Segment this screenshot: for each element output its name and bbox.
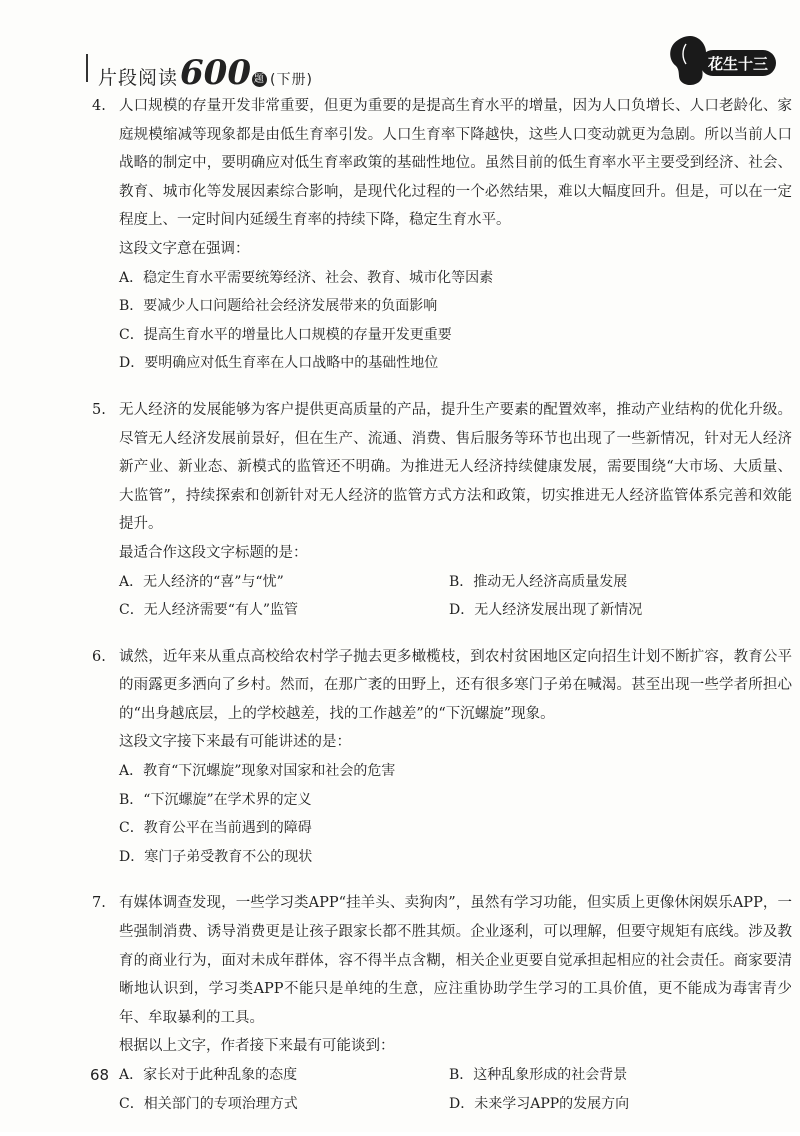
book-volume: (下册) xyxy=(270,72,313,88)
option-d[interactable]: D．寒门子弟受教育不公的现状 xyxy=(119,848,313,865)
option-list xyxy=(92,568,792,625)
page-number: 68 xyxy=(90,1066,110,1084)
question-prompt: 这段文字接下来最有可能讲述的是： xyxy=(119,734,351,751)
option-b[interactable]: B．推动无人经济高质量发展 xyxy=(449,573,628,590)
question-number: 7. xyxy=(92,895,106,912)
question-prompt: 最适合作这段文字标题的是： xyxy=(119,544,308,561)
option-b[interactable]: B．“下沉螺旋”在学术界的定义 xyxy=(119,791,312,808)
option-d[interactable]: D．未来学习APP的发展方向 xyxy=(449,1095,630,1112)
question-6 xyxy=(92,643,792,872)
question-text: 人口规模的存量开发非常重要，但更为重要的是提高生育水平的增量，因为人口负增长、人口老龄化、家庭规模缩减等现象都是由低生育率引发。人口生育率下降越快，这些人口变动就更为急剧。所以当前人口战略的制定中，要明确应对低生育率政策的基础性地位。虽然目前的低生育率水平主要受到经济、社会、教育、城市化等发展因素综合影响，是现代化过程的一个必然结果，难以大幅度回升。但是，可以在一定程度上、一定时间内延缓生育率的持续下降，稳定生育水平。 xyxy=(119,98,792,229)
option-c[interactable]: C．教育公平在当前遇到的障碍 xyxy=(119,820,312,837)
book-title-text: 片段阅读 xyxy=(98,67,179,89)
question-text: 无人经济的发展能够为客户提供更高质量的产品，提升生产要素的配置效率，推动产业结构的优化升级。尽管无人经济发展前景好，但在生产、流通、消费、售后服务等环节也出现了一些新情况，针对无人经济新产业、新业态、新模式的监管还不明确。为推进无人经济持续健康发展，需要围绕“大市场、大质量、大监管”，持续探索和创新针对无人经济的监管方式方法和政策，切实推进无人经济监管体系完善和效能提升。 xyxy=(119,401,792,533)
question-7 xyxy=(92,889,792,1118)
book-title-circled-char: 题 xyxy=(254,74,265,85)
question-prompt: 这段文字意在强调： xyxy=(119,240,250,257)
book-title xyxy=(98,53,313,93)
option-a[interactable]: A．无人经济的“喜”与“忧” xyxy=(119,573,284,590)
question-5 xyxy=(92,396,792,625)
question-list xyxy=(92,92,792,1136)
brand-logo xyxy=(664,30,780,88)
book-title-number: 600 xyxy=(180,53,251,93)
option-c[interactable]: C．提高生育水平的增量比人口规模的存量开发更重要 xyxy=(119,326,452,343)
question-prompt: 根据以上文字，作者接下来最有可能谈到： xyxy=(119,1038,395,1055)
question-text: 诚然，近年来从重点高校给农村学子抛去更多橄榄枝，到农村贫困地区定向招生计划不断扩容，教育公平的雨露更多洒向了乡村。然而，在那广袤的田野上，还有很多寒门子弟在喊渴。甚至出现一些学者所担心的“出身越底层，上的学校越差，找的工作越差”的“下沉螺旋”现象。 xyxy=(119,648,792,722)
option-a[interactable]: A．稳定生育水平需要统筹经济、社会、教育、城市化等因素 xyxy=(119,269,494,286)
option-b[interactable]: B．要减少人口问题给社会经济发展带来的负面影响 xyxy=(119,298,438,315)
option-a[interactable]: A．教育“下沉螺旋”现象对国家和社会的危害 xyxy=(119,763,396,780)
question-paragraph xyxy=(92,92,792,235)
option-d[interactable]: D．无人经济发展出现了新情况 xyxy=(449,602,643,619)
question-text: 有媒体调查发现，一些学习类APP“挂羊头、卖狗肉”，虽然有学习功能，但实质上更像休闲娱乐APP，一些强制消费、诱导消费更是让孩子跟家长都不胜其烦。企业逐利，可以理解，但要守规矩有底线。涉及教育的商业行为，面对未成年群体，容不得半点含糊，相关企业更要自觉承担起相应的社会责任。商家要清晰地认识到，学习类APP不能只是单纯的生意，应注重协助学生学习的工具价值，更不能成为毒害青少年、牟取暴利的工具。 xyxy=(119,895,792,1026)
option-b[interactable]: B．这种乱象形成的社会背景 xyxy=(449,1067,628,1083)
option-a[interactable]: A．家长对于此种乱象的态度 xyxy=(119,1067,298,1083)
question-paragraph xyxy=(92,643,792,729)
option-list xyxy=(92,1061,792,1118)
option-list xyxy=(92,264,792,378)
option-list xyxy=(92,757,792,871)
question-number: 5. xyxy=(92,401,106,418)
question-paragraph xyxy=(92,889,792,1032)
question-number: 6. xyxy=(92,648,106,665)
option-d[interactable]: D．要明确应对低生育率在人口战略中的基础性地位 xyxy=(119,355,439,372)
logo-text: 花生十三 xyxy=(707,55,769,73)
option-c[interactable]: C．无人经济需要“有人”监管 xyxy=(119,602,299,619)
question-4 xyxy=(92,92,792,378)
question-paragraph xyxy=(92,396,792,539)
question-number: 4. xyxy=(92,98,106,114)
option-c[interactable]: C．相关部门的专项治理方式 xyxy=(119,1095,298,1112)
header-divider xyxy=(86,54,88,82)
